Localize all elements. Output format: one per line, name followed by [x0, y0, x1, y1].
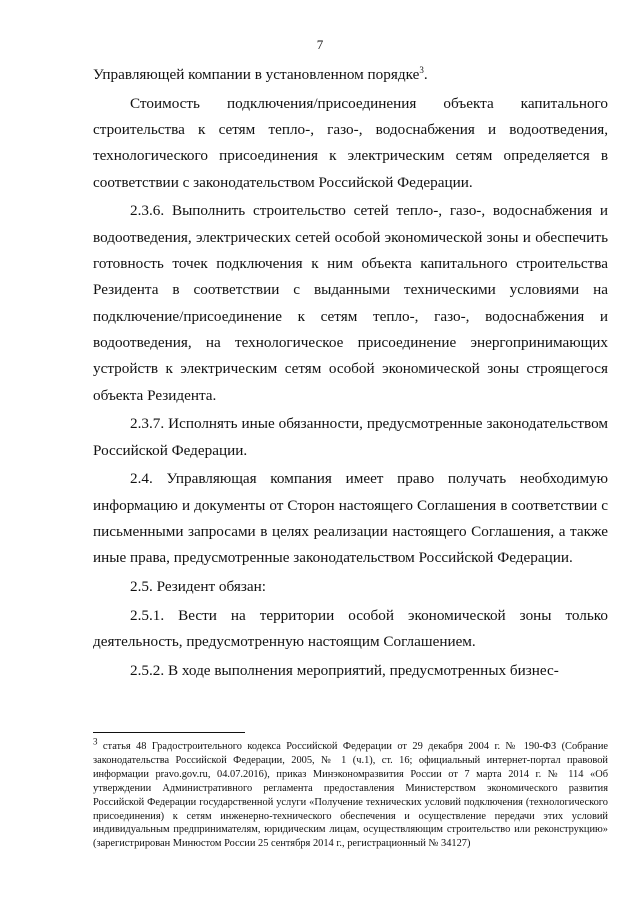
- footnote-reference[interactable]: 3: [419, 64, 424, 75]
- paragraph: 2.5.1. Вести на территории особой экономической зоны только деятельность, предусмотренную настоящим Соглашением.: [93, 606, 608, 651]
- footnote: [93, 736, 608, 851]
- footnote-text: статья 48 Градостроительного кодекса Российской Федерации от 29 декабря 2004 г. № 190-ФЗ (Собрание законодательства Российской Федерации, 2005, № 1 (ч.1), ст. 16; официальный интернет-портал правовой информации pravo.gov.ru, 04.07.2016), приказ Минэкономразвития России от 7 марта 2014 г. № 114 «Об утверждении Административного регламента предоставления Министерством экономического развития Российской Федерации государственной услуги «Получение технических условий подключения (технологического присоединения) к сетям инженерно-технического обеспечения и осуществление передачи этих условий индивидуальным предпринимателям, юридическим лицам, осуществляющим строительство или реконструкцию» (зарегистрирован Минюстом России 25 сентября 2014 г., регистрационный № 34127): [93, 741, 608, 850]
- paragraph: Стоимость подключения/присоединения объекта капитального строительства к сетям тепло-, газо-, водоснабжения и водоотведения, технологического присоединения к электрическим сетям определяется в соответствии с законодательством Российской Федерации.: [93, 94, 608, 191]
- document-body: [93, 62, 608, 687]
- paragraph: 2.4. Управляющая компания имеет право получать необходимую информацию и документы от Сторон настоящего Соглашения в соответствии с письменными запросами в целях реализации настоящего Соглашения, а также иные права, предусмотренные законодательством Российской Федерации.: [93, 470, 608, 567]
- paragraph: 2.3.7. Исполнять иные обязанности, предусмотренные законодательством Российской Федерации.: [93, 415, 608, 459]
- paragraph: 2.5.2. В ходе выполнения мероприятий, предусмотренных бизнес-: [130, 662, 559, 680]
- page-number: 7: [316, 37, 324, 52]
- footnote-mark: 3: [93, 736, 98, 747]
- paragraph: Управляющей компании в установленном порядке$^3$.: [93, 64, 428, 83]
- footnote-separator: [93, 732, 245, 733]
- paragraph: 2.5. Резидент обязан:: [130, 578, 266, 596]
- paragraph: 2.3.6. Выполнить строительство сетей тепло-, газо-, водоснабжения и водоотведения, электрических сетей особой экономической зоны и обеспечить готовность точек подключения к ним объекта капитального строительства Резидента в соответствии с выданными техническими условиями на подключение/присоединение к сетям тепло-, газо-, водоснабжения и водоотведения, на технологическое присоединение энергопринимающих устройств к электрическим сетям особой экономической зоны строящегося объекта Резидента.: [93, 202, 608, 404]
